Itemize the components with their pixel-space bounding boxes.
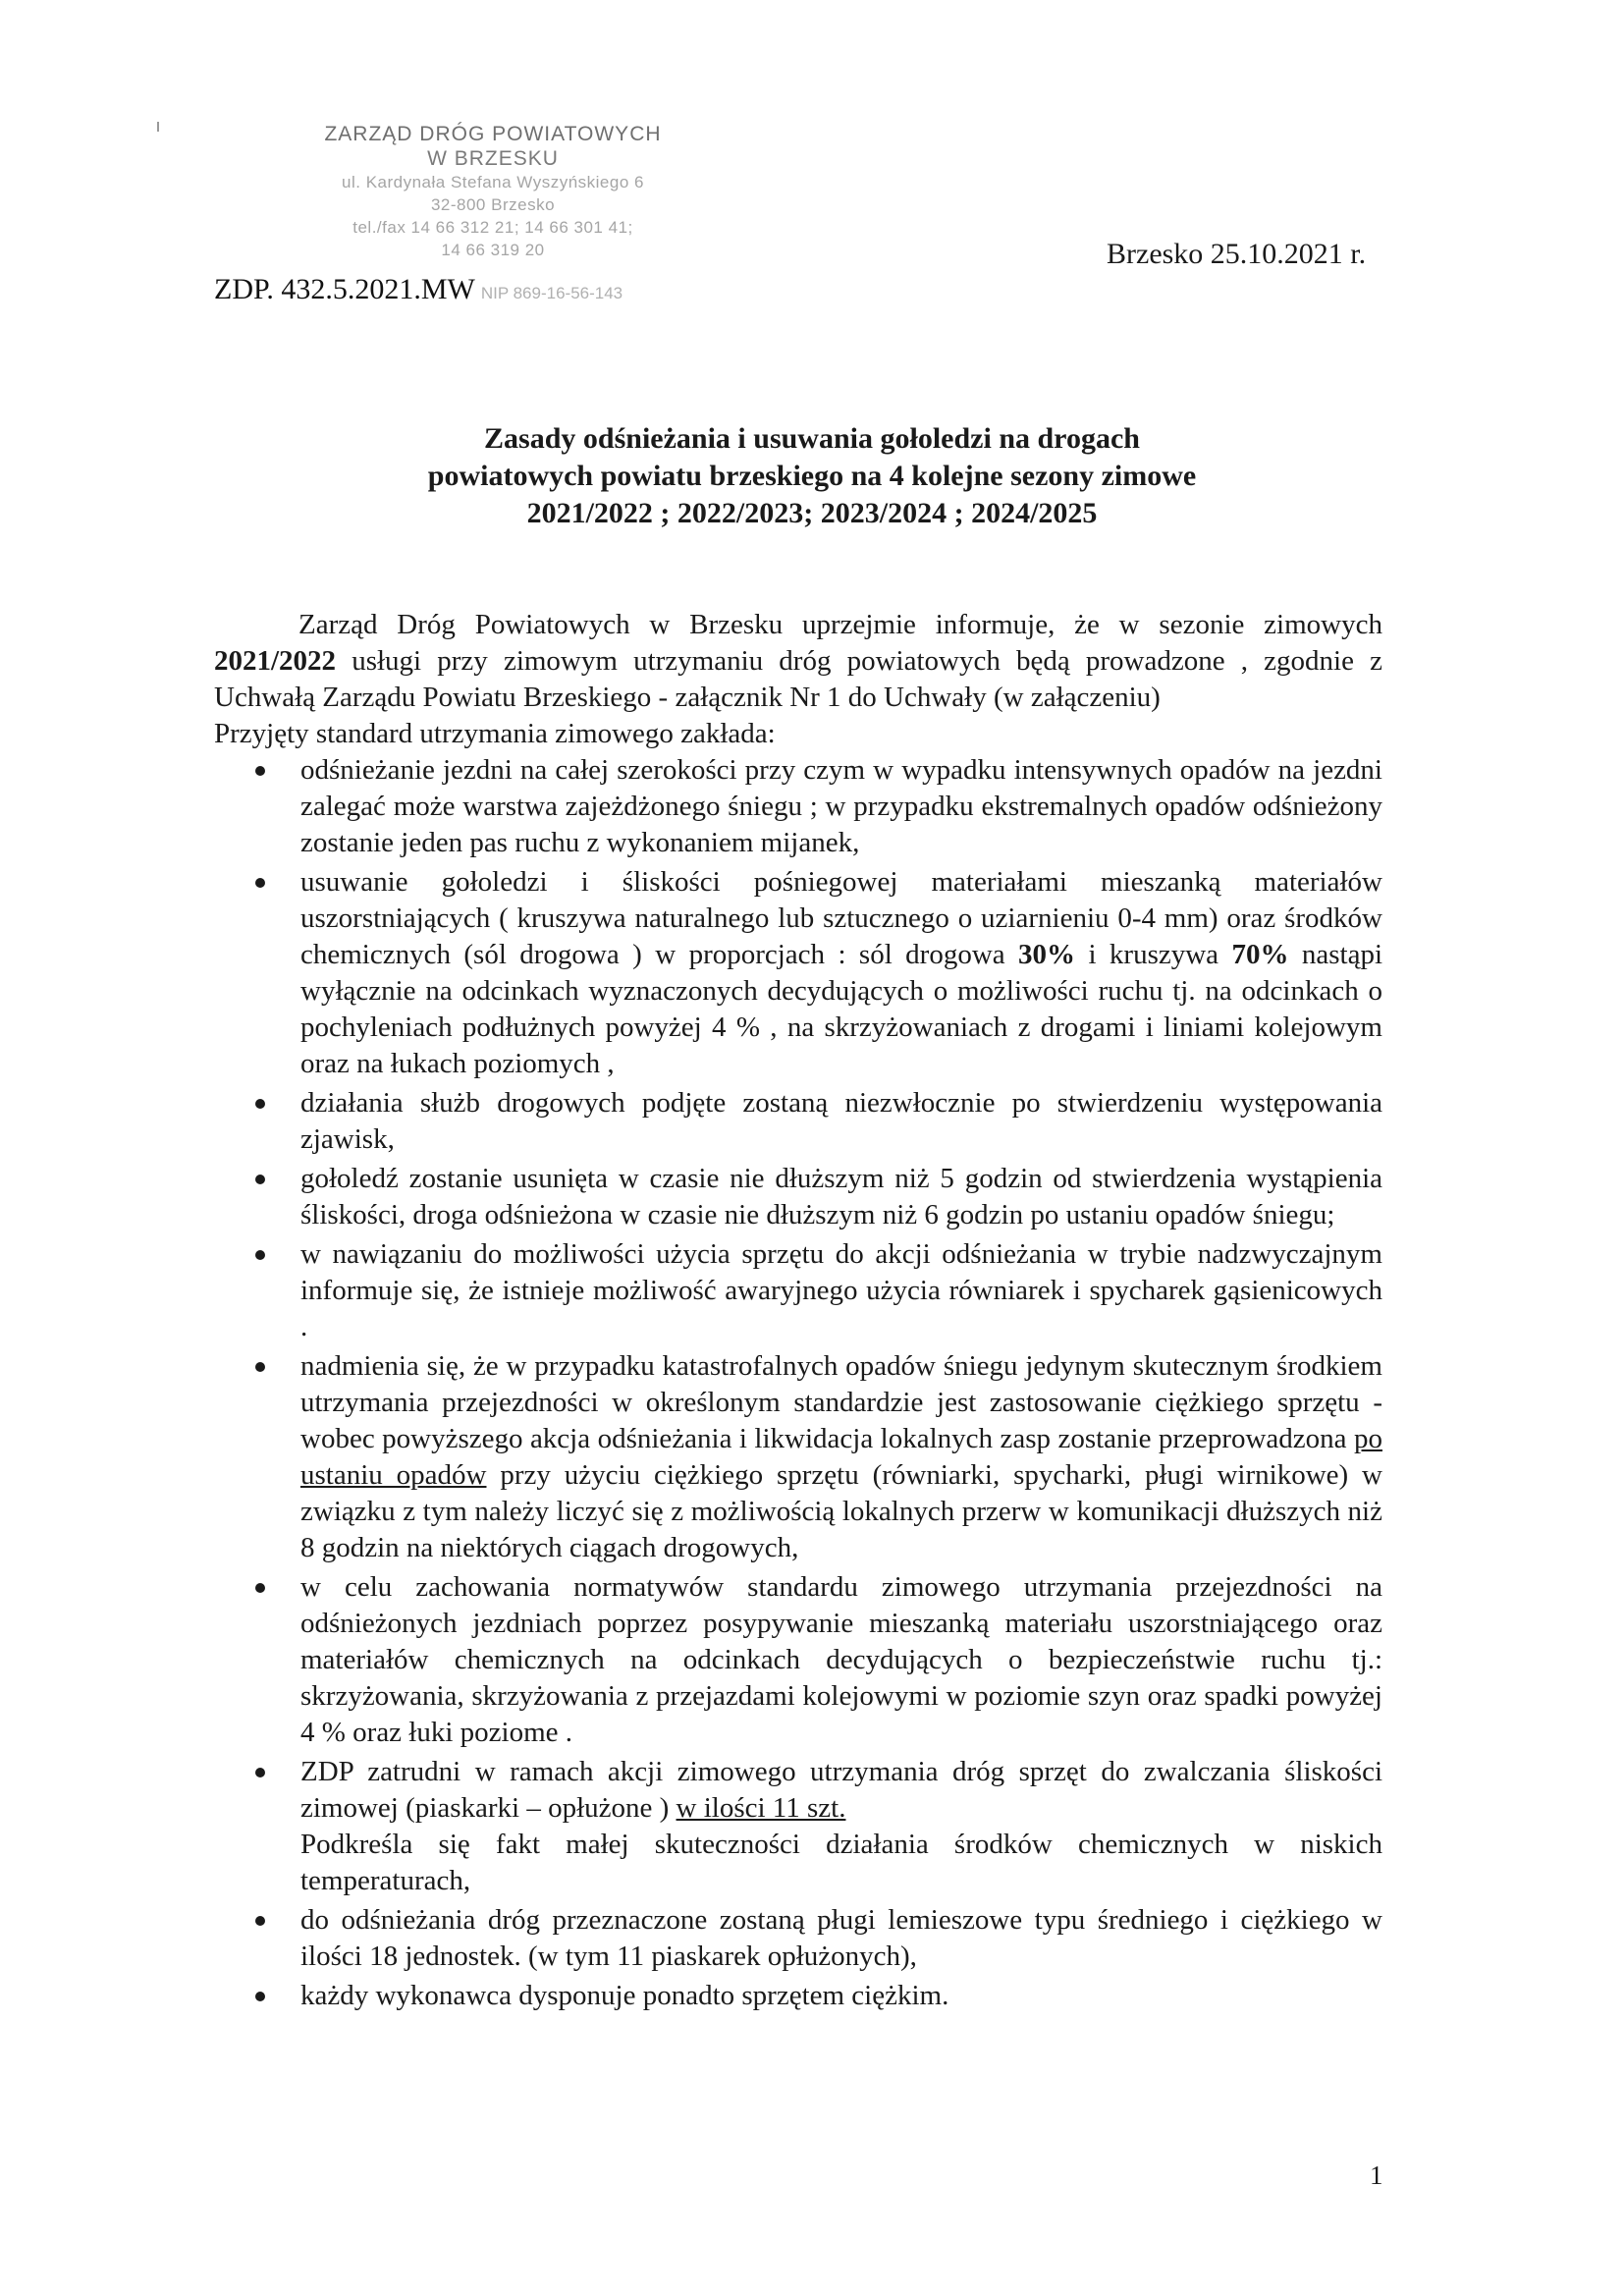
document-date: Brzesko 25.10.2021 r. [1107, 238, 1367, 270]
bullet-icon [255, 1768, 265, 1777]
list-item-text: odśnieżanie jezdni na całej szerokości przy czym w wypadku intensywnych opadów na jezdni zalegać może warstwa zajeżdżonego śniegu ; w przypadku ekstremalnych opadów odśnieżony zostanie jeden pas ruchu z wykonaniem mijanek, [300, 754, 1382, 858]
bullet-icon [255, 1099, 265, 1109]
standard-list [214, 752, 1382, 2014]
salt-percentage: 30% [1018, 939, 1076, 970]
office-stamp [316, 122, 670, 261]
intro-text: usługi przy zimowym utrzymaniu dróg powiatowych będą prowadzone , zgodnie z Uchwałą Zarządu Powiatu Brzeskiego - załącznik Nr 1 do Uchwały (w załączeniu) [214, 645, 1382, 713]
list-item-note: Podkreśla się fakt małej skuteczności działania środków chemicznych w niskich temperaturach, [300, 1829, 1382, 1896]
list-item-text: każdy wykonawca dysponuje ponadto sprzętem ciężkim. [300, 1980, 949, 2011]
bullet-icon [255, 1583, 265, 1593]
list-item [214, 1348, 1382, 1566]
bullet-icon [255, 878, 265, 888]
bullet-icon [255, 1916, 265, 1926]
stamp-line: ZARZĄD DRÓG POWIATOWYCH [324, 123, 662, 145]
list-item [214, 864, 1382, 1082]
page-number: 1 [1370, 2160, 1383, 2190]
title-line: 2021/2022 ; 2022/2023; 2023/2024 ; 2024/2025 [526, 497, 1098, 529]
list-item [214, 1161, 1382, 1233]
document-body [214, 607, 1382, 2017]
stamp-line: NIP 869-16-56-143 [480, 284, 623, 302]
list-item-text: i kruszywa [1075, 939, 1232, 970]
list-item [214, 1085, 1382, 1158]
list-item-text: nastąpi wyłącznie na odcinkach wyznaczonych decydujących o możliwości ruchu tj. na odcinkach o pochyleniach podłużnych powyżej 4 % , na skrzyżowaniach z drogami i liniami kolejowym oraz na łukach poziomych , [300, 939, 1383, 1079]
title-line: powiatowych powiatu brzeskiego na 4 kolejne sezony zimowe [427, 460, 1197, 492]
underlined-text: w ilości 11 szt. [676, 1792, 846, 1824]
list-item-text: gołoledź zostanie usunięta w czasie nie dłuższym niż 5 godzin od stwierdzenia wystąpienia śliskości, droga odśnieżona w czasie nie dłuższym niż 6 godzin po ustaniu opadów śniegu; [300, 1163, 1382, 1230]
intro-paragraph [214, 607, 1382, 716]
list-item-text: w celu zachowania normatywów standardu zimowego utrzymania przejezdności na odśnieżonych jezdniach poprzez posypywanie mieszanką materiału uszorstniającego oraz materiałów chemicznych na odcinkach decydujących o bezpieczeństwie ruchu tj.: skrzyżowania, skrzyżowania z przejazdami kolejowymi w poziomie szyn oraz spadki powyżej 4 % oraz łuki poziome . [300, 1571, 1382, 1748]
list-item [214, 752, 1382, 861]
intro-text: Zarząd Dróg Powiatowych w Brzesku uprzejmie informuje, że w sezonie zimowych [298, 609, 1382, 640]
list-item-text: w nawiązaniu do możliwości użycia sprzętu do akcji odśnieżania w trybie nadzwyczajnym informuje się, że istnieje możliwość awaryjnego użycia równiarek i spycharek gąsienicowych . [300, 1238, 1382, 1342]
list-item-text: usuwanie gołoledzi i śliskości pośniegowej materiałami mieszanką materiałów uszorstniających ( kruszywa naturalnego lub sztucznego o uziarnieniu 0-4 mm) oraz środków chemicznych (sól drogowa ) w proporcjach : sól drogowa [300, 866, 1382, 970]
list-item [214, 1902, 1382, 1975]
list-item-text: przy użyciu ciężkiego sprzętu (równiarki, spycharki, pługi wirnikowe) w związku z tym należy liczyć się z możliwością lokalnych przerw w komunikacji dłuższych niż 8 godzin na niektórych ciągach drogowych, [300, 1459, 1383, 1563]
title-line: Zasady odśnieżania i usuwania gołoledzi na drogach [484, 422, 1140, 455]
list-item [214, 1978, 1382, 2014]
list-item [214, 1569, 1382, 1751]
bullet-icon [255, 1250, 265, 1260]
list-item-text: nadmienia się, że w przypadku katastrofalnych opadów śniegu jedynym skutecznym środkiem utrzymania przejezdności w określonym standardzie jest zastosowanie ciężkiego sprzętu - wobec powyższego akcja odśnieżania i likwidacja lokalnych zasp zostanie przeprowadzona [300, 1350, 1382, 1454]
list-item-text: do odśnieżania dróg przeznaczone zostaną pługi lemieszowe typu średniego i ciężkiego w ilości 18 jednostek. (w tym 11 piaskarek opłużonych), [300, 1904, 1382, 1972]
bullet-icon [255, 1992, 265, 2001]
intro-season: 2021/2022 [214, 645, 337, 677]
bullet-icon [255, 766, 265, 776]
stamp-line: 14 66 319 20 [441, 241, 545, 259]
document-title [196, 420, 1428, 532]
list-item [214, 1754, 1382, 1899]
list-item [214, 1236, 1382, 1345]
list-item-text: działania służb drogowych podjęte zostaną niezwłocznie po stwierdzeniu występowania zjawisk, [300, 1087, 1382, 1155]
scan-mark [157, 122, 159, 132]
stamp-line: 32-800 Brzesko [430, 195, 556, 214]
stamp-line: W BRZESKU [427, 147, 559, 170]
reference-code: ZDP. 432.5.2021.MW [214, 273, 475, 305]
standard-intro: Przyjęty standard utrzymania zimowego zakłada: [214, 718, 776, 749]
bullet-icon [255, 1175, 265, 1184]
aggregate-percentage: 70% [1231, 939, 1289, 970]
stamp-line: ul. Kardynała Stefana Wyszyńskiego 6 [342, 173, 644, 191]
reference-number [214, 273, 623, 306]
stamp-line: tel./fax 14 66 312 21; 14 66 301 41; [352, 218, 633, 237]
bullet-icon [255, 1362, 265, 1372]
underlined-text: po ustaniu opadów [300, 1423, 1382, 1491]
list-item-text: ZDP zatrudni w ramach akcji zimowego utrzymania dróg sprzęt do zwalczania śliskości zimowej (piaskarki – opłużone ) [300, 1756, 1382, 1824]
